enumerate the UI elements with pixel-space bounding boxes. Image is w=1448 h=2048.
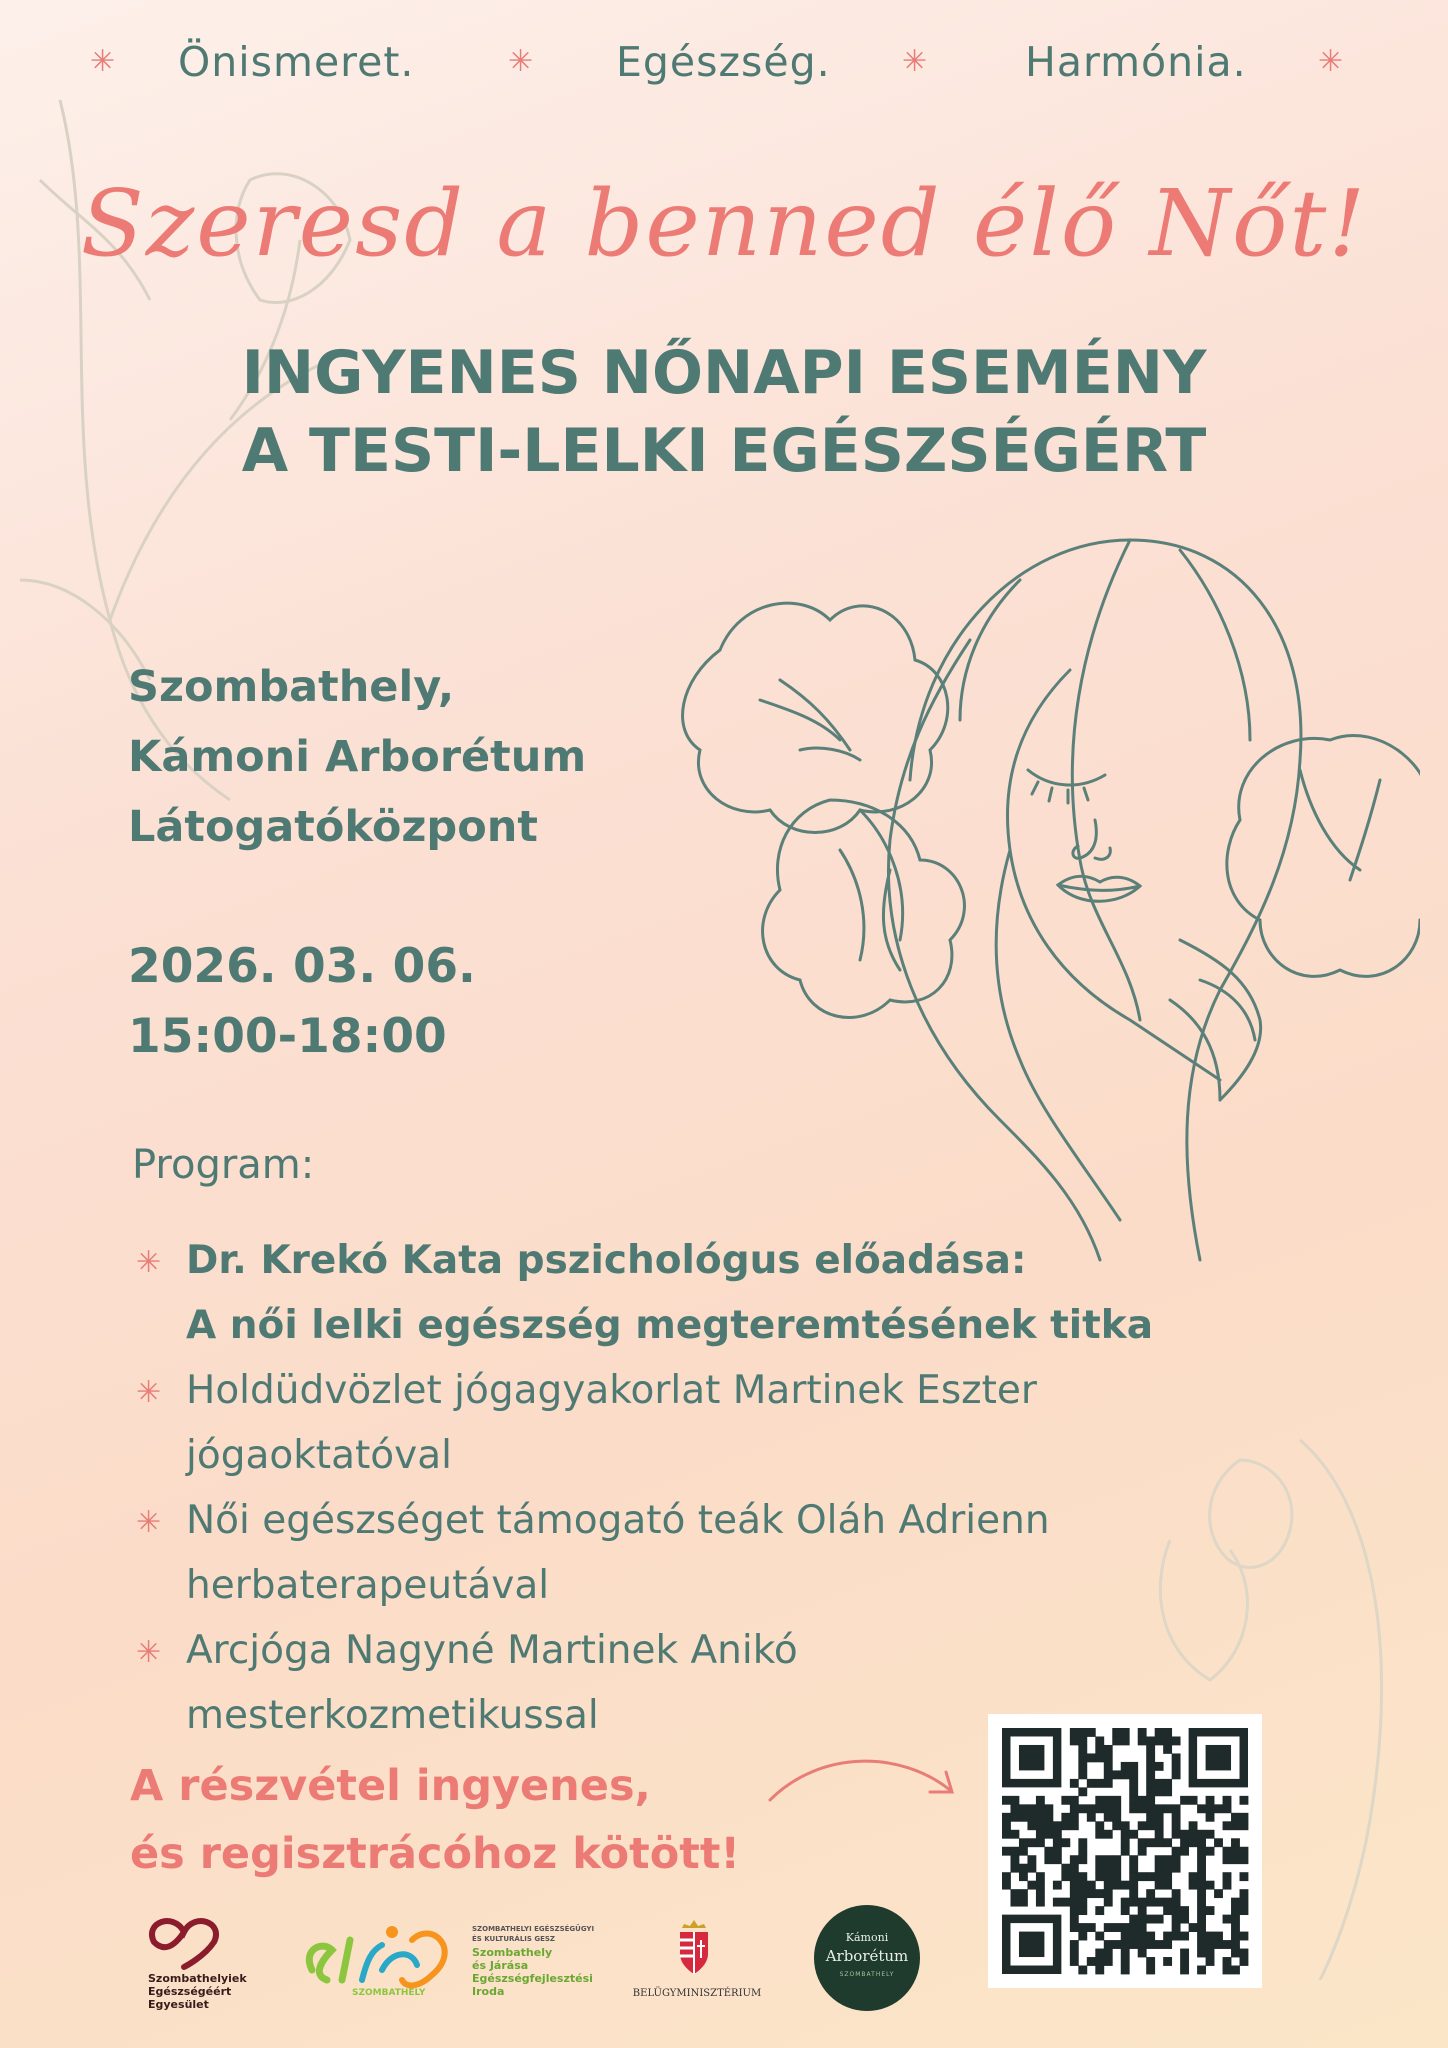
program-item-line: Arcjóga Nagyné Martinek Anikó [186,1628,798,1673]
event-date: 2026. 03. 06. [128,939,476,994]
bullet-star-icon: ✳ [136,1505,162,1540]
woman-face-lineart-icon [660,520,1420,1280]
program-item-line: Holdüdvözlet jógagyakorlat Martinek Eszter [186,1368,1037,1413]
headline-line-1: INGYENES NŐNAPI ESEMÉNY [241,338,1207,408]
eli-line: Szombathely [472,1946,553,1959]
arboretum-line-3: SZOMBATHELY [839,1971,895,1978]
arboretum-line-1: Kámoni [845,1931,889,1944]
event-headline [0,334,1448,490]
event-script-title: Szeresd a benned élő Nőt! [80,170,1368,277]
logo-egyesulet [140,1912,280,2022]
bullet-star-icon: ✳ [136,1245,162,1280]
program-item [136,1358,1216,1488]
eli-line: ÉS KULTURÁLIS GESZ [472,1935,556,1943]
event-datetime [128,932,476,1072]
eli-line: és Járása [472,1959,529,1972]
location-building: Látogatóközpont [128,802,538,852]
tagline-star-icon: ✳ [1318,44,1344,79]
program-item-line: Dr. Krekó Kata pszichológus előadása: [186,1238,1027,1283]
logo-ministry [622,1918,772,2018]
registration-note [130,1752,740,1888]
bullet-star-icon: ✳ [136,1635,162,1670]
program-list [136,1228,1216,1748]
coat-of-arms-icon [674,1918,714,1978]
program-item-line: jógaoktatóval [186,1433,452,1478]
program-label: Program: [132,1142,315,1188]
eli-brand: SZOMBATHELY [352,1988,426,1998]
program-item-line: A női lelki egészség megteremtésének titka [186,1303,1154,1348]
logo-eli [292,1920,612,2030]
event-time: 15:00-18:00 [128,1009,447,1064]
tagline-star-icon: ✳ [902,44,928,79]
event-location [128,652,586,862]
registration-line-2: és regisztrácóhoz kötött! [130,1829,740,1879]
registration-line-1: A részvétel ingyenes, [130,1761,651,1811]
egyesulet-line: Szombathelyiek [148,1972,247,1985]
eli-line: Egészségfejlesztési [472,1972,593,1985]
logo-arboretum [814,1905,920,2011]
headline-line-2: A TESTI-LELKI EGÉSZSÉGÉRT [241,416,1207,486]
eli-line: SZOMBATHELYI EGÉSZSÉGÜGYI [472,1925,595,1933]
tagline-word-health: Egészség. [616,38,831,86]
program-item-line: Női egészséget támogató teák Oláh Adrienn [186,1498,1050,1543]
location-venue: Kámoni Arborétum [128,732,587,782]
sponsor-logos [0,1900,1448,2030]
egyesulet-line: Egészségéért [148,1985,232,1998]
tagline [0,38,1448,88]
program-item [136,1228,1216,1358]
program-item-line: herbaterapeutával [186,1563,550,1608]
tagline-star-icon: ✳ [508,44,534,79]
eli-line: Iroda [472,1985,505,1998]
egyesulet-line: Egyesület [148,1998,209,2011]
tagline-word-harmony: Harmónia. [1025,38,1247,86]
location-city: Szombathely, [128,662,455,712]
tagline-star-icon: ✳ [90,44,116,79]
arrow-icon [760,1740,970,1820]
tagline-word-self-knowledge: Önismeret. [178,38,415,86]
arboretum-line-2: Arborétum [825,1947,909,1965]
heart-ribbon-icon [144,1912,224,1972]
ministry-name: BELÜGYMINISZTÉRIUM [632,1988,762,1999]
program-item-line: mesterkozmetikussal [186,1693,599,1738]
program-item [136,1488,1216,1618]
bullet-star-icon: ✳ [136,1375,162,1410]
